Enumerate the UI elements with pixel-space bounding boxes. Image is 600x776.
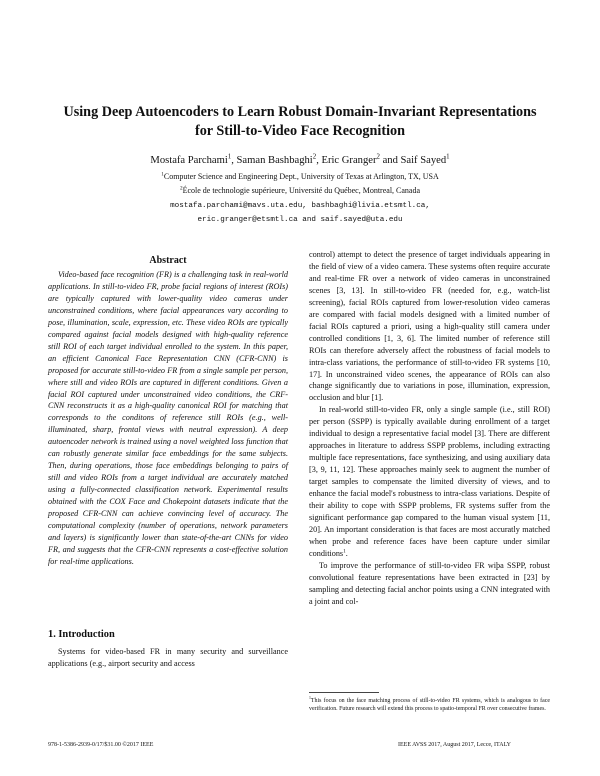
footnote-mark: 1 [309,696,311,701]
footnote [309,697,550,713]
footnote-text: This focus on the face matching process of still-to-video FR systems, which is analogous to face verification. Future research will extend this process to spatio-temporal FR over consecutive frames. [309,698,550,713]
paper-title [40,103,560,141]
author-affiliation-mark: 1 [446,153,450,161]
footnote-divider [309,692,379,693]
affiliation-2 [40,186,560,195]
author-name: Mostafa Parchami [150,155,228,166]
affiliation-1 [40,172,560,181]
author-name: Saman Bashbaghi [236,155,313,166]
body-paragraph: To improve the performance of still-to-video FR wiþa SSPP, robust convolutional feature representations have been extracted in [23] by sampling and detecting facial anchor points using a CNN integrated with a joint and col- [309,560,550,606]
introduction-body [48,646,288,670]
title-line-2: for Still-to-Video Face Recognition [194,123,405,139]
affiliation-text: Computer Science and Engineering Dept., University of Texas at Arlington, TX, USA [163,172,439,181]
introduction-text: Systems for video-based FR in many security and surveillance applications (e.g., airport security and access [48,647,288,668]
abstract-text: Video-based face recognition (FR) is a challenging task in real-world applications. In still-to-video FR, probe facial regions of interest (ROIs) are typically captured with lower-quality video cameras under unconstrained conditions, where facial appearances vary according to pose, illumination, scale, expression, etc. These video ROIs are typically compared against facial models designed with high-quality reference still ROI of each target individual enrolled to the system. In this paper, an efficient Canonical Face Representation CNN (CFR-CNN) is proposed for accurate still-to-video FR from a single sample per person, where still and video ROIs are captured in different conditions. Given a facial ROI captured under unconstrained video conditions, the CRF-CNN reconstructs it as a high-quality canonical ROI for matching that corresponds to the conditons of reference still ROIs (e.g., well-illuminated, sharp, frontal views with neutral expression). A deep autoencoder network is trained using a novel weighted loss function that can robustly generate similar face embeddings for the same subjects. Then, during operations, those face embeddings belonging to pairs of still and video ROIs from a target individual are accurately matched using a fully-connected classification network. Experimental results obtained with the COX Face and Chokepoint datasets indicate that the proposed CFR-CNN can achieve convincing level of accuracy. The computational complexity (number of operations, network parameters and layers) is significantly lower than state-of-the-art CNNs for video FR, and suggests that the CFR-CNN represents a cost-effective solution for real-time applications. [48,270,288,566]
author-affiliation-mark: 1 [227,153,232,161]
abstract-heading: Abstract [149,255,187,266]
author-separator: , [231,155,237,166]
author-name: Eric Granger [321,155,377,166]
title-line-1: Using Deep Autoencoders to Learn Robust Domain-Invariant Representations [63,104,537,120]
footer-copyright: 978-1-5386-2939-0/17/$31.00 ©2017 IEEE [48,742,154,748]
author-separator: and [379,155,401,166]
author-separator: , [316,155,322,166]
section-heading-introduction: 1. Introduction [48,629,115,640]
abstract-body [48,269,288,568]
footnote-reference: 1 [343,548,346,555]
paragraph-end: . [345,548,348,558]
right-column-text [309,249,550,608]
body-paragraph [309,404,550,559]
affiliation-mark: 2 [179,185,183,192]
author-name: Saif Sayed [400,155,447,166]
author-affiliation-mark: 2 [376,153,380,161]
email-line-1: mostafa.parchami@mavs.uta.edu, bashbaghi@livia.etsmtl.ca, [170,202,430,210]
paragraph-text: In real-world still-to-video FR, only a single sample (i.e., still ROI) per person (SSPP) is typically available during enrollment of a target individual to design a representative facial model [3]. There are different approaches in literature to address SSPP problems, including extracting multiple face representations, face synthesizing, and using auxiliary data [3, 9, 11, 12]. These approaches mainly seek to augment the number of target samples to compensate the limited diversity of views, and to enhance the facial model's robustness to intra-class variations. Despite of their ability to cope with SSPP problems, FR systems suffer from the significant performance gap compared to the human visual system [11, 20]. An important consideration is that faces are most accuratly matched when probe and reference faces have been capture under similar conditions [309,405,550,558]
footer-venue: IEEE AVSS 2017, August 2017, Lecce, ITALY [398,742,511,748]
affiliation-mark: 1 [161,171,164,178]
email-line-2: eric.granger@etsmtl.ca and saif.sayed@uta.edu [197,216,403,224]
body-paragraph: control) attempt to detect the presence of target individuals appearing in the field of view of a video camera. These systems often require accurate and real-time FR over a network of video cameras in unconstrained scenes [3, 13]. In still-to-video FR (needed for, e.g., watch-list screening), facial ROIs captured from lower-resolution video cameras are compared with facial models designed with a limited number of facial ROIs captured a priori, using a high-quality still camera under controlled conditions [1, 3, 6]. The limited number of reference still ROIs can therefore adversely affect the robustness of facial models to intra-class variations, the performance of still-to-video FR systems [10, 17]. In unconstrained video scenes, the appearance of ROIs can also change significantly due to variations in pose, illumination, expression, occlusion and blur [1]. [309,250,550,403]
author-affiliation-mark: 2 [312,153,317,161]
affiliation-text: École de technologie supérieure, Université du Québec, Montreal, Canada [182,186,421,195]
author-list [40,155,560,166]
